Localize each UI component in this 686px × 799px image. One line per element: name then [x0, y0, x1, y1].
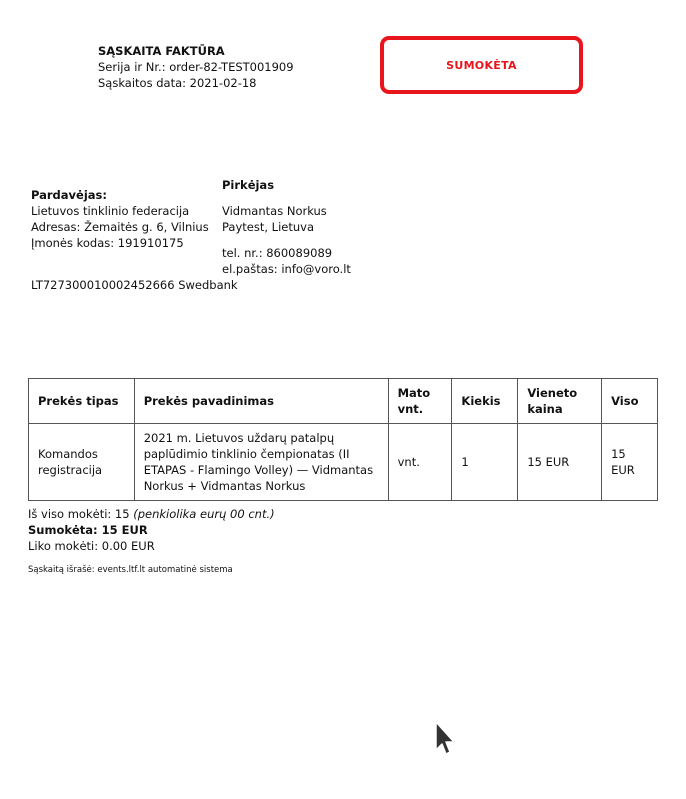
column-header-type: Prekės tipas: [29, 379, 135, 424]
buyer-phone: tel. nr.: 860089089: [222, 246, 333, 260]
totals-block: [28, 506, 275, 554]
column-header-qty: Kiekis: [452, 379, 518, 424]
items-table: [28, 378, 658, 501]
paid-stamp: [380, 36, 583, 94]
seller-name: Lietuvos tinklinio federacija: [31, 204, 190, 218]
invoice-title: SĄSKAITA FAKTŪRA: [98, 44, 225, 58]
invoice-date: Sąskaitos data: 2021-02-18: [98, 76, 257, 90]
cell-name: 2021 m. Lietuvos uždarų patalpų paplūdimio tinklinio čempionatas (II ETAPAS - Flamingo Volley) — Vidmantas Norkus + Vidmantas Norkus: [134, 424, 388, 501]
total-to-pay: [28, 506, 275, 522]
mouse-pointer-icon: [432, 720, 458, 758]
invoice-header: [98, 43, 294, 91]
buyer-email: el.paštas: info@voro.lt: [222, 262, 351, 276]
buyer-name: Vidmantas Norkus: [222, 204, 327, 218]
total-remaining: Liko mokėti: 0.00 EUR: [28, 539, 155, 553]
seller-address: Adresas: Žemaitės g. 6, Vilnius: [31, 220, 209, 234]
cell-type: Komandos registracija: [29, 424, 135, 501]
paid-stamp-text: SUMOKĖTA: [446, 58, 517, 72]
table-row: [29, 424, 658, 501]
cell-qty: 1: [452, 424, 518, 501]
cell-unit-price: 15 EUR: [518, 424, 602, 501]
table-header-row: [29, 379, 658, 424]
column-header-total: Viso: [602, 379, 658, 424]
seller-bank-account: LT727300010002452666 Swedbank: [31, 278, 238, 292]
issued-by-note: Sąskaitą išrašė: events.ltf.lt automatinė sistema: [28, 565, 233, 575]
buyer-heading: Pirkėjas: [222, 178, 275, 192]
seller-block: [31, 187, 209, 251]
total-paid: Sumokėta: 15 EUR: [28, 523, 148, 537]
cell-total: 15 EUR: [602, 424, 658, 501]
cell-unit: vnt.: [388, 424, 452, 501]
seller-company-code: Įmonės kodas: 191910175: [31, 236, 184, 250]
buyer-company: Paytest, Lietuva: [222, 220, 314, 234]
invoice-series: Serija ir Nr.: order-82-TEST001909: [98, 60, 294, 74]
total-to-pay-words: (penkiolika eurų 00 cnt.): [133, 507, 275, 521]
column-header-unit: Mato vnt.: [388, 379, 452, 424]
column-header-unit-price: Vieneto kaina: [518, 379, 602, 424]
total-to-pay-label: Iš viso mokėti: 15: [28, 507, 134, 521]
seller-heading: Pardavėjas:: [31, 188, 107, 202]
column-header-name: Prekės pavadinimas: [134, 379, 388, 424]
buyer-block: [222, 177, 351, 277]
